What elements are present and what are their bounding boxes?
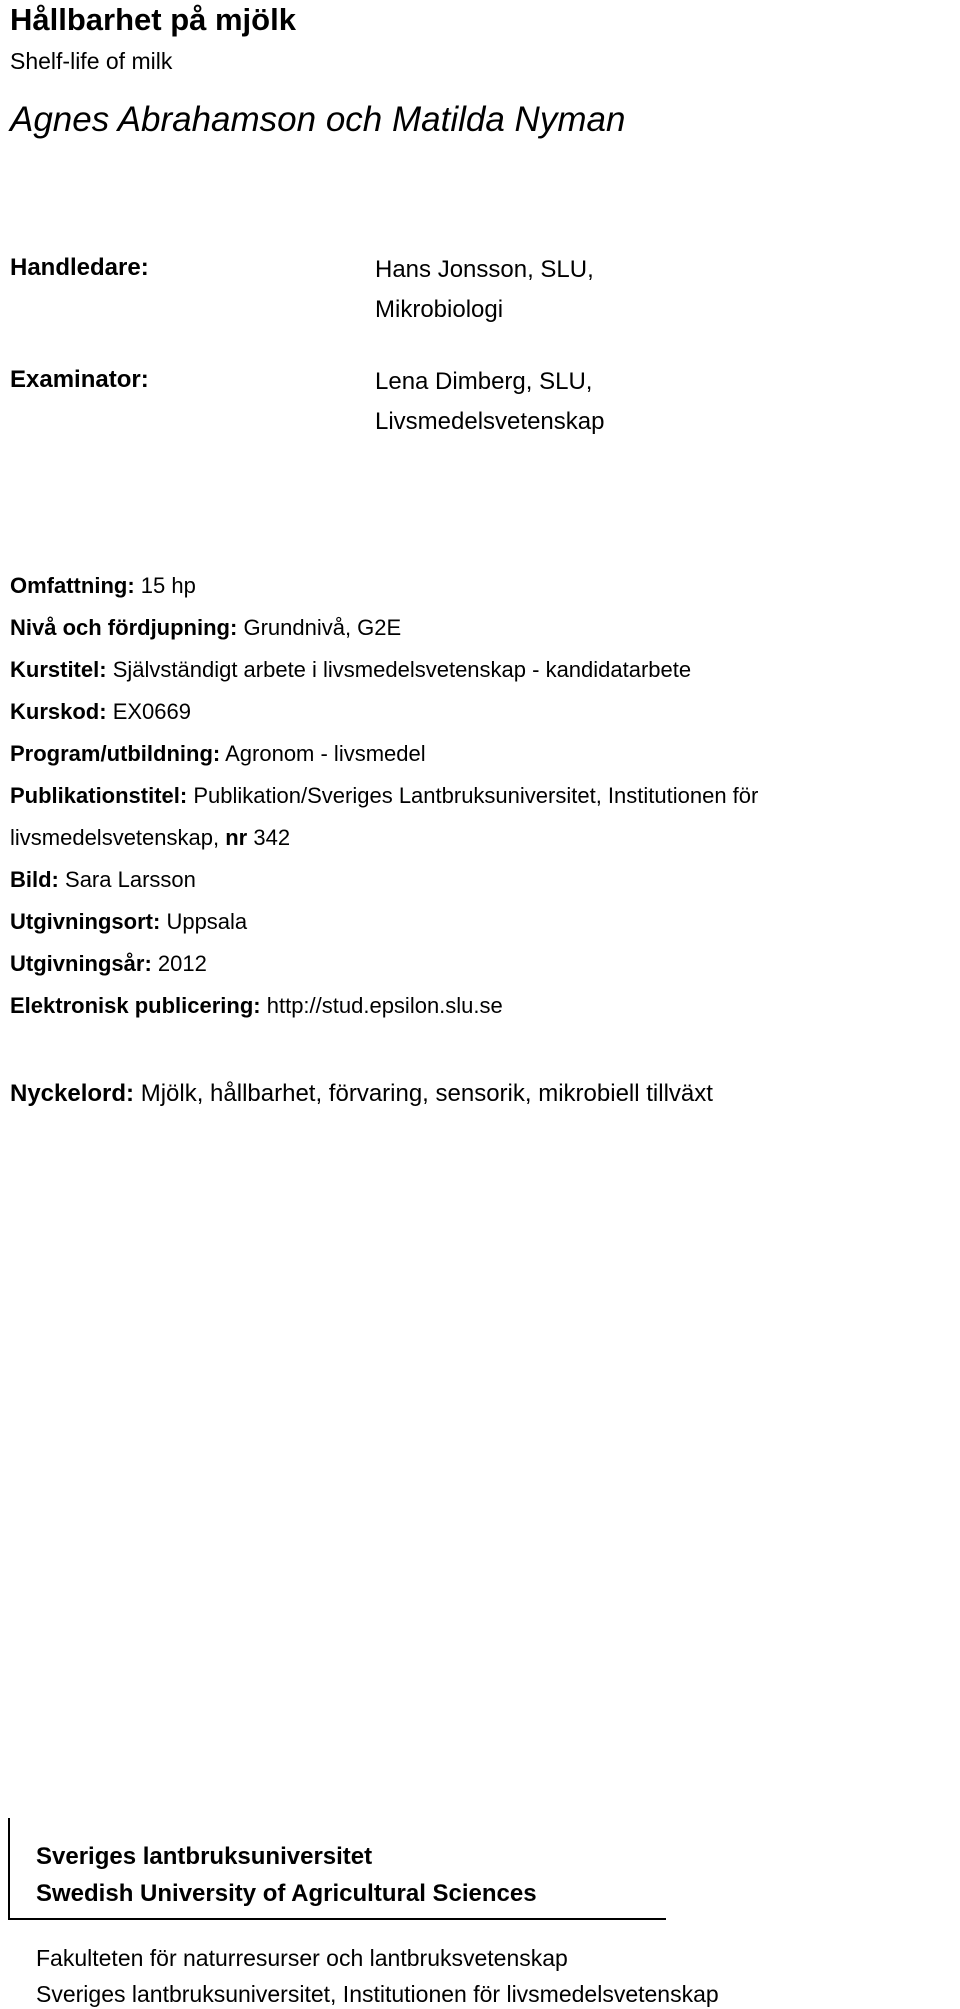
keywords-value: Mjölk, hållbarhet, förvaring, sensorik, mikrobiell tillväxt [140, 1080, 713, 1107]
faculty-name: Fakulteten för naturresurser och lantbruksvetenskap [36, 1945, 568, 1971]
meta-kurstitel [10, 655, 691, 685]
meta-kurskod [10, 697, 191, 727]
meta-ort [10, 907, 247, 937]
meta-bild [10, 865, 196, 895]
meta-label: Bild: [10, 867, 59, 892]
meta-link[interactable]: http://stud.epsilon.slu.se [266, 993, 503, 1018]
examiner-line: Lena Dimberg, SLU, [375, 368, 593, 395]
meta-label: Utgivningsår: [10, 951, 152, 976]
meta-label: Kurstitel: [10, 657, 107, 682]
examiner-label: Examinator: [10, 366, 149, 393]
meta-value: Uppsala [166, 909, 248, 934]
meta-omfattning [10, 571, 196, 601]
meta-publikation [10, 781, 758, 811]
meta-label: Publikationstitel: [10, 783, 188, 808]
meta-niva [10, 613, 401, 643]
supervisor-line: Hans Jonsson, SLU, [375, 256, 594, 283]
meta-label: nr [225, 825, 248, 850]
meta-value: Agronom - livsmedel [225, 741, 426, 766]
footer-horizontal-rule [8, 1918, 666, 1920]
meta-label: Program/utbildning: [10, 741, 221, 766]
page-title: Hållbarhet på mjölk [10, 2, 296, 37]
meta-value: livsmedelsvetenskap, [10, 825, 220, 850]
university-name-en: Swedish University of Agricultural Sciences [36, 1880, 537, 1907]
university-name-sv: Sveriges lantbruksuniversitet [36, 1843, 373, 1870]
meta-value: EX0669 [112, 699, 191, 724]
meta-label: Kurskod: [10, 699, 107, 724]
department-name: Sveriges lantbruksuniversitet, Institutionen för livsmedelsvetenskap [36, 1981, 719, 2007]
meta-label: Elektronisk publicering: [10, 993, 261, 1018]
keywords [10, 1080, 713, 1108]
meta-program [10, 739, 426, 769]
footer-vertical-rule [8, 1818, 10, 1919]
supervisor-line: Mikrobiologi [375, 296, 504, 323]
meta-value: Sara Larsson [65, 867, 196, 892]
examiner-line: Livsmedelsvetenskap [375, 408, 605, 435]
meta-label: Utgivningsort: [10, 909, 161, 934]
meta-value: 15 hp [140, 573, 196, 598]
meta-value: 342 [253, 825, 291, 850]
meta-value: Publikation/Sveriges Lantbruksuniversitet, Institutionen för [193, 783, 759, 808]
keywords-label: Nyckelord: [10, 1080, 135, 1107]
meta-value: Grundnivå, G2E [243, 615, 402, 640]
meta-publikation-cont [10, 823, 290, 853]
supervisor-label: Handledare: [10, 254, 149, 281]
meta-label: Nivå och fördjupning: [10, 615, 238, 640]
examiner-value [375, 362, 604, 442]
meta-value: 2012 [157, 951, 207, 976]
supervisor-value [375, 250, 594, 330]
subtitle: Shelf-life of milk [10, 48, 173, 74]
authors: Agnes Abrahamson och Matilda Nyman [10, 100, 626, 139]
meta-value: Självständigt arbete i livsmedelsvetenskap - kandidatarbete [112, 657, 692, 682]
meta-elektronisk [10, 991, 503, 1021]
meta-ar [10, 949, 207, 979]
meta-label: Omfattning: [10, 573, 135, 598]
